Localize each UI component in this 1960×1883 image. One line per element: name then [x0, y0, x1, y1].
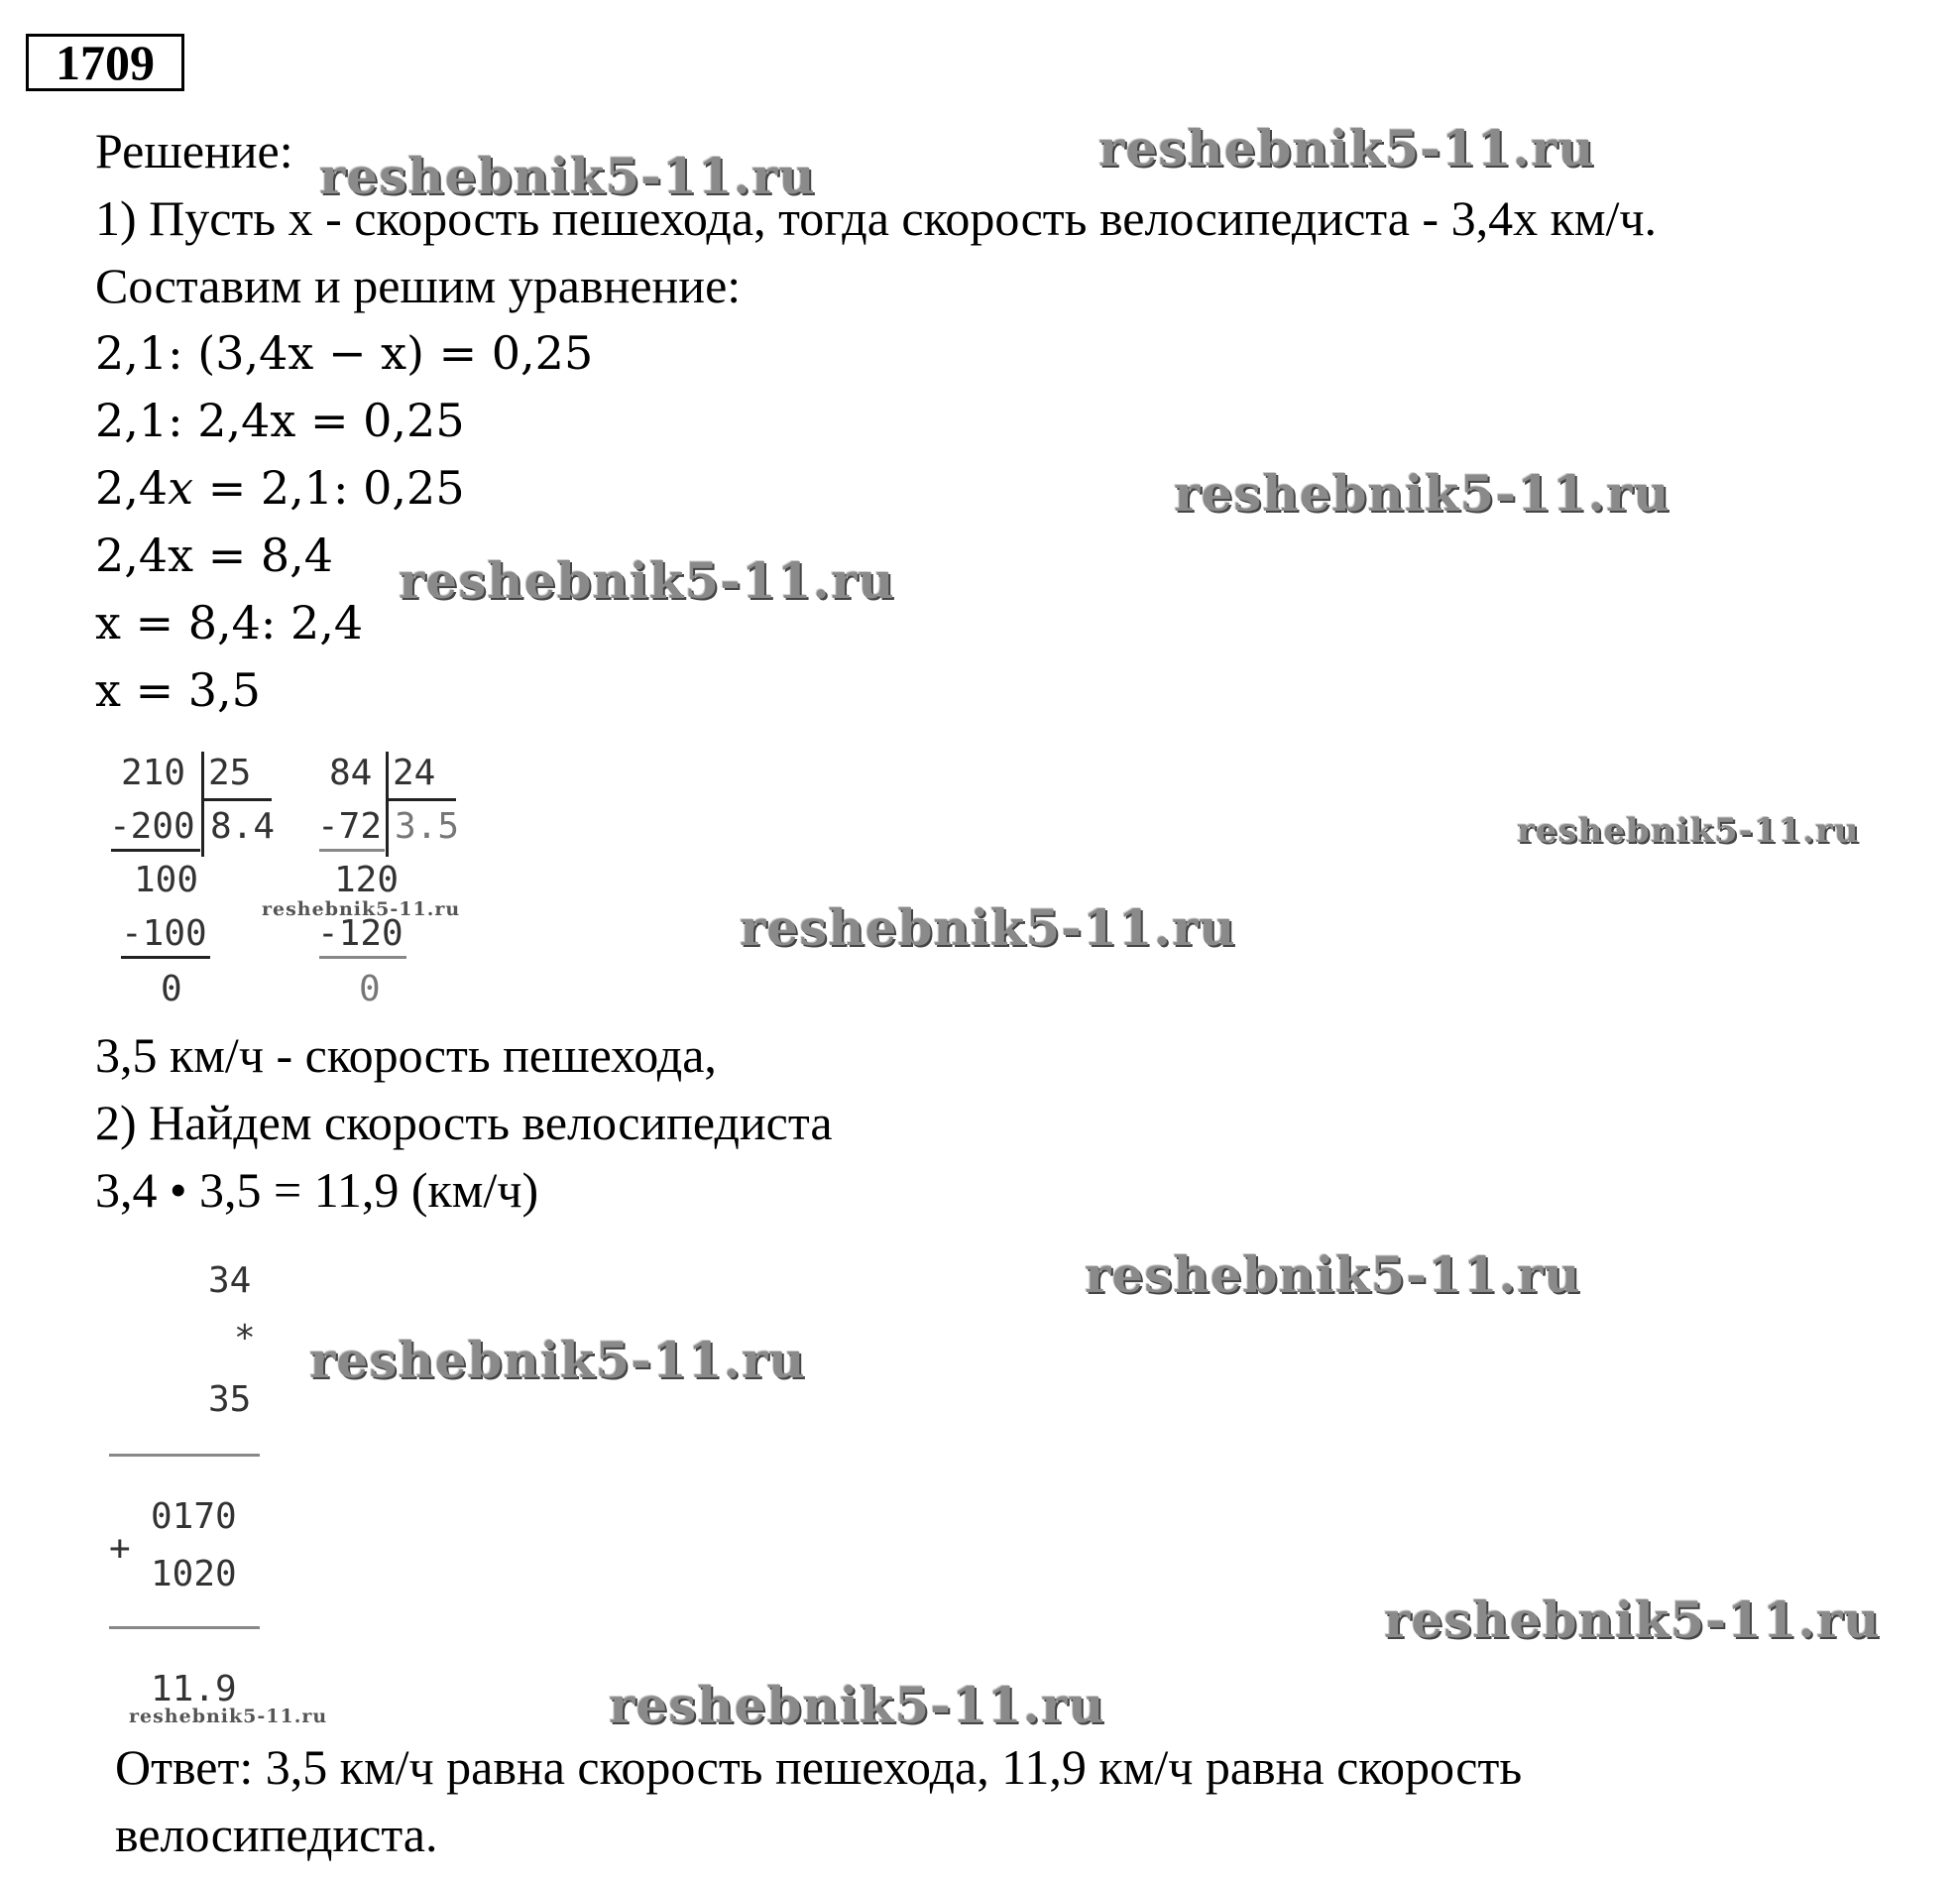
division-2-line-1 [319, 849, 385, 852]
watermark: reshebnik5-11.ru [129, 1706, 328, 1727]
watermark: reshebnik5-11.ru [1517, 811, 1860, 851]
division-2-divisor: 24 [393, 753, 436, 793]
division-1-divisor: 25 [208, 753, 252, 793]
watermark: reshebnik5-11.ru [309, 1331, 806, 1389]
division-1-divisor-line [202, 798, 272, 801]
division-1-line-1 [111, 849, 200, 852]
multiplication-operator: * [234, 1318, 256, 1358]
watermark: reshebnik5-11.ru [262, 898, 461, 920]
division-2-bracket [386, 752, 389, 857]
division-2-dividend: 84 [329, 753, 373, 793]
answer-line-2: велосипедиста. [115, 1807, 438, 1862]
watermark: reshebnik5-11.ru [740, 898, 1236, 957]
solution-step-2: 2) Найдем скорость велосипедиста [95, 1095, 833, 1150]
equation-intro: Составим и решим уравнение: [95, 258, 742, 313]
division-1-dividend: 210 [121, 753, 186, 793]
equation-line-3: 2,4𝑥 = 2,1: 0,25 [95, 461, 465, 515]
division-2-divisor-line [387, 798, 456, 801]
solution-heading: Решение: [95, 123, 293, 178]
multiplication-line-1 [109, 1454, 260, 1457]
multiplication-b: 35 [208, 1379, 252, 1420]
division-1-sub-2: -100 [121, 913, 207, 954]
equation-line-1: 2,1: (3,4x − x) = 0,25 [95, 326, 594, 380]
solution-step-1: 1) Пусть х - скорость пешехода, тогда скорость велосипедиста - 3,4х км/ч. [95, 190, 1658, 246]
equation-line-6: x = 3,5 [95, 663, 261, 717]
equation-line-4: 2,4x = 8,4 [95, 529, 334, 582]
partial-product-2: 1020 [151, 1554, 237, 1594]
division-2-remainder-2: 0 [359, 969, 381, 1009]
division-2-quotient: 3.5 [395, 806, 460, 847]
watermark: reshebnik5-11.ru [1174, 464, 1671, 523]
watermark: reshebnik5-11.ru [609, 1676, 1105, 1734]
pedestrian-speed-line: 3,5 км/ч - скорость пешехода, [95, 1027, 717, 1083]
task-number: 1709 [26, 34, 184, 91]
division-1-remainder-2: 0 [161, 969, 182, 1009]
equation-line-5: x = 8,4: 2,4 [95, 596, 364, 649]
division-1-sub-1: -200 [109, 806, 195, 847]
division-1-quotient: 8.4 [210, 806, 276, 847]
answer-line-1: Ответ: 3,5 км/ч равна скорость пешехода, 11,9 км/ч равна скорость [115, 1739, 1523, 1795]
watermark: reshebnik5-11.ru [399, 551, 895, 610]
cyclist-speed-line: 3,4 • 3,5 = 11,9 (км/ч) [95, 1162, 539, 1218]
addition-operator: + [109, 1528, 131, 1569]
equation-line-2: 2,1: 2,4x = 0,25 [95, 394, 465, 447]
division-1-line-2 [121, 956, 210, 959]
watermark: reshebnik5-11.ru [319, 147, 816, 205]
watermark: reshebnik5-11.ru [1085, 1245, 1581, 1304]
division-2-sub-2: -120 [317, 913, 404, 954]
division-2-sub-1: -72 [317, 806, 383, 847]
multiplication-a: 34 [208, 1260, 252, 1301]
division-1-bracket [201, 752, 204, 857]
watermark: reshebnik5-11.ru [1384, 1590, 1881, 1649]
multiplication-result: 11.9 [151, 1669, 237, 1709]
watermark: reshebnik5-11.ru [1098, 119, 1595, 177]
division-1-remainder-1: 100 [134, 860, 199, 900]
partial-product-1: 0170 [151, 1496, 237, 1537]
division-2-line-2 [319, 956, 406, 959]
multiplication-line-2 [109, 1626, 260, 1629]
division-2-remainder-1: 120 [334, 860, 400, 900]
